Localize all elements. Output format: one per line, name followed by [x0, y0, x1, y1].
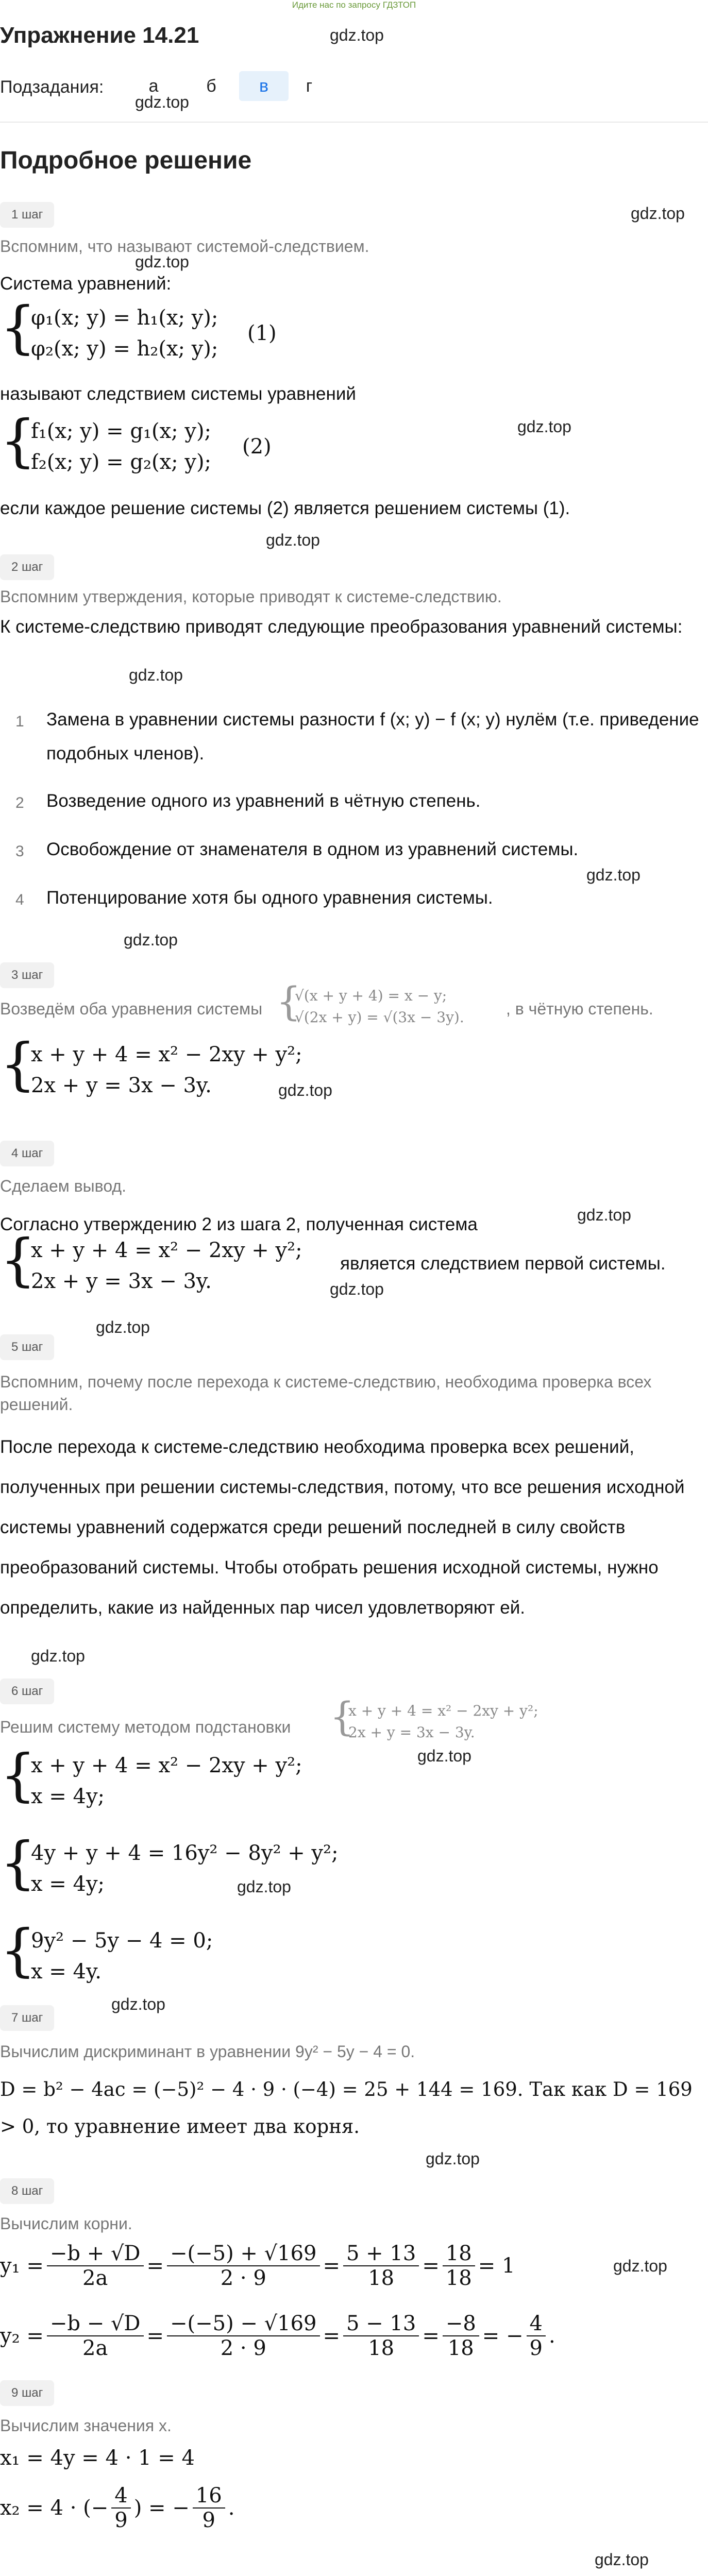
equals: = — [422, 2324, 440, 2348]
step-6-hint: Решим систему методом подстановки — [0, 1718, 291, 1736]
expr: = 1 — [478, 2254, 515, 2278]
step-8-y1 — [0, 2236, 515, 2296]
watermark: gdz.top — [278, 1081, 332, 1099]
list-num: 1 — [15, 713, 24, 730]
denominator: 2 · 9 — [220, 2266, 266, 2290]
brace: { — [0, 294, 36, 360]
watermark: gdz.top — [586, 866, 640, 884]
watermark: gdz.top — [577, 1206, 631, 1224]
numerator: −(−5) + √169 — [167, 2242, 319, 2266]
fraction — [443, 2312, 479, 2360]
brace: { — [0, 1031, 36, 1097]
list-num: 2 — [15, 794, 24, 811]
watermark: gdz.top — [330, 26, 384, 44]
fraction — [343, 2242, 419, 2290]
fraction — [167, 2312, 319, 2360]
page-title: Упражнение 14.21 — [0, 23, 199, 48]
step-9-label: 9 шаг — [0, 2380, 54, 2406]
numerator: 4 — [527, 2312, 546, 2336]
subtasks-label: Подзадания: — [0, 77, 104, 97]
sys-line: 4y + y + 4 = 16y² − 8y² + y²; — [31, 1841, 339, 1865]
step-4-system — [0, 1227, 330, 1309]
brace: { — [0, 1227, 36, 1293]
denominator: 18 — [445, 2266, 472, 2290]
fraction — [47, 2312, 144, 2360]
step-6-hint-system — [330, 1693, 598, 1752]
tab-b[interactable]: б — [206, 76, 216, 96]
step-8-y2 — [0, 2306, 555, 2366]
numerator: 5 + 13 — [343, 2242, 419, 2266]
watermark: gdz.top — [595, 2550, 649, 2569]
list-item: Потенцирование хотя бы одного уравнения системы. — [46, 888, 493, 908]
watermark: gdz.top — [631, 204, 685, 223]
sys-line: √(x + y + 4) = x − y; — [295, 987, 447, 1004]
numerator: 18 — [443, 2242, 475, 2266]
list-item: Возведение одного из уравнений в чётную степень. — [46, 791, 481, 811]
sys-line: x = 4y. — [31, 1960, 102, 1984]
denominator: 18 — [447, 2336, 474, 2360]
expr: = − — [482, 2324, 524, 2348]
sys-line: x + y + 4 = x² − 2xy + y²; — [31, 1043, 302, 1066]
tab-v[interactable]: в — [239, 71, 289, 101]
step-4-hint: Сделаем вывод. — [0, 1177, 126, 1195]
brace: { — [0, 408, 36, 473]
sys-line: φ₁(x; y) = h₁(x; y); — [31, 306, 218, 330]
step-9-hint: Вычислим значения x. — [0, 2416, 172, 2435]
brace: { — [0, 1829, 36, 1895]
step-3-label: 3 шаг — [0, 962, 54, 988]
fraction — [443, 2242, 475, 2290]
step-9-x2 — [0, 2478, 234, 2538]
header-divider — [0, 122, 708, 123]
step-1-system-1 — [0, 294, 361, 376]
denominator: 2a — [82, 2336, 108, 2360]
watermark: gdz.top — [517, 417, 571, 436]
watermark: gdz.top — [135, 252, 189, 271]
sys-line: x = 4y; — [31, 1785, 105, 1808]
watermark: gdz.top — [417, 1747, 471, 1765]
step-1-text-1: Система уравнений: — [0, 274, 172, 294]
section-title: Подробное решение — [0, 147, 252, 174]
watermark: gdz.top — [96, 1318, 150, 1336]
step-1-label: 1 шаг — [0, 202, 54, 228]
step-2-hint: Вспомним утверждения, которые приводят к системе-следствию. — [0, 587, 502, 606]
step-2-text-1: К системе-следствию приводят следующие преобразования уравнений системы: — [0, 617, 683, 637]
step-5-label: 5 шаг — [0, 1334, 54, 1360]
step-3-hint-a: Возведём оба уравнения системы — [0, 999, 263, 1018]
top-note: Идите нас по запросу ГДЗТОП — [292, 0, 416, 10]
sys-line: 2x + y = 3x − 3y. — [348, 1724, 475, 1741]
list-num: 4 — [15, 891, 24, 908]
numerator: −b − √D — [47, 2312, 144, 2336]
fraction — [111, 2484, 130, 2532]
equals: = — [323, 2254, 341, 2278]
step-3-hint-system — [276, 978, 482, 1037]
denominator: 18 — [368, 2266, 395, 2290]
expr: x₂ = 4 · (− — [0, 2496, 109, 2520]
equals: = — [422, 2254, 440, 2278]
sys-line: √(2x + y) = √(3x − 3y). — [295, 1009, 464, 1026]
step-2-label: 2 шаг — [0, 554, 54, 580]
sys-line: x = 4y; — [31, 1872, 105, 1896]
step-7-label: 7 шаг — [0, 2005, 54, 2031]
step-6-label: 6 шаг — [0, 1679, 54, 1704]
fraction — [193, 2484, 225, 2532]
numerator: 16 — [193, 2484, 225, 2509]
expr: y₂ = — [0, 2324, 44, 2348]
sys-tag: (1) — [247, 321, 277, 345]
step-1-text-3: если каждое решение системы (2) является решением системы (1). — [0, 498, 570, 518]
step-5-hint: Вспомним, почему после перехода к системе-следствию, необходима проверка всех решений. — [0, 1372, 652, 1414]
brace: { — [330, 1693, 355, 1739]
step-8-hint: Вычислим корни. — [0, 2214, 132, 2233]
step-4-text-1: Согласно утверждению 2 из шага 2, полученная система — [0, 1214, 478, 1234]
brace: { — [0, 1917, 36, 1983]
step-1-text-2: называют следствием системы уравнений — [0, 384, 356, 404]
fraction — [167, 2242, 319, 2290]
step-1-hint: Вспомним, что называют системой-следствием. — [0, 237, 369, 256]
sys-line: x + y + 4 = x² − 2xy + y²; — [31, 1239, 302, 1262]
step-6-system-b — [0, 1829, 361, 1911]
equals: = — [146, 2254, 164, 2278]
denominator: 2 · 9 — [220, 2336, 266, 2360]
watermark: gdz.top — [330, 1280, 384, 1298]
equals: = — [323, 2324, 341, 2348]
watermark: gdz.top — [124, 930, 178, 949]
watermark: gdz.top — [613, 2257, 667, 2275]
step-1-system-2 — [0, 408, 361, 489]
denominator: 9 — [202, 2509, 215, 2532]
watermark: gdz.top — [31, 1647, 85, 1665]
denominator: 9 — [114, 2509, 128, 2532]
sys-line: x + y + 4 = x² − 2xy + y²; — [31, 1754, 302, 1777]
step-3-hint-b: , в чётную степень. — [506, 999, 653, 1018]
numerator: −(−5) − √169 — [167, 2312, 319, 2336]
denominator: 2a — [82, 2266, 108, 2290]
step-4-text-2: является следствием первой системы. — [340, 1253, 666, 1274]
sys-tag: (2) — [242, 435, 272, 459]
numerator: 5 − 13 — [343, 2312, 419, 2336]
numerator: −8 — [443, 2312, 479, 2336]
sys-line: f₂(x; y) = g₂(x; y); — [31, 450, 212, 474]
step-7-text: D = b² − 4ac = (−5)² − 4 · 9 · (−4) = 25 + 144 = 169. Так как D = 169 > 0, то уравнение имеет два корня. — [0, 2078, 693, 2138]
numerator: 4 — [111, 2484, 130, 2509]
sys-line: 2x + y = 3x − 3y. — [31, 1074, 212, 1097]
tab-g[interactable]: г — [306, 76, 313, 96]
watermark: gdz.top — [111, 1995, 165, 2013]
step-9-x1: x₁ = 4y = 4 · 1 = 4 — [0, 2446, 195, 2470]
equals: = — [146, 2324, 164, 2348]
denominator: 9 — [529, 2336, 543, 2360]
sys-line: φ₂(x; y) = h₂(x; y); — [31, 337, 218, 361]
fraction — [343, 2312, 419, 2360]
expr: . — [549, 2324, 555, 2348]
tab-a[interactable]: а — [148, 76, 159, 96]
watermark: gdz.top — [237, 1877, 291, 1896]
fraction — [47, 2242, 144, 2290]
list-item: Освобождение от знаменателя в одном из уравнений системы. — [46, 839, 579, 859]
watermark: gdz.top — [266, 531, 320, 549]
sys-line: 2x + y = 3x − 3y. — [31, 1269, 212, 1293]
expr: . — [228, 2496, 235, 2520]
sys-line: 9y² − 5y − 4 = 0; — [31, 1929, 213, 1953]
step-7-hint: Вычислим дискриминант в уравнении 9y² − 5y − 4 = 0. — [0, 2042, 415, 2061]
sys-line: x + y + 4 = x² − 2xy + y²; — [348, 1702, 538, 1719]
expr: ) = − — [133, 2496, 190, 2520]
step-6-system-a — [0, 1742, 330, 1824]
watermark: gdz.top — [135, 93, 189, 111]
expr: y₁ = — [0, 2254, 44, 2278]
watermark: gdz.top — [426, 2149, 480, 2168]
fraction — [527, 2312, 546, 2360]
brace: { — [276, 978, 301, 1024]
step-8-label: 8 шаг — [0, 2178, 54, 2204]
step-6-system-c — [0, 1917, 330, 1999]
numerator: −b + √D — [47, 2242, 144, 2266]
step-5-text: После перехода к системе-следствию необходима проверка всех решений, полученных при решении системы-следствия, потому, что все решения исходной системы уравнений содержатся среди решений последней в силу свойств преобразований системы. Чтобы отобрать решения исходной системы, нужно определить, какие из найденных пар чисел удовлетворяют ей. — [0, 1437, 685, 1618]
denominator: 18 — [368, 2336, 395, 2360]
list-item: Замена в уравнении системы разности f (x; y) − f (x; y) нулём (т.е. приведение подобных членов). — [46, 709, 699, 764]
list-num: 3 — [15, 843, 24, 860]
step-3-system — [0, 1031, 361, 1113]
sys-line: f₁(x; y) = g₁(x; y); — [31, 419, 212, 443]
watermark: gdz.top — [129, 666, 183, 684]
brace: { — [0, 1742, 36, 1808]
step-4-label: 4 шаг — [0, 1141, 54, 1166]
